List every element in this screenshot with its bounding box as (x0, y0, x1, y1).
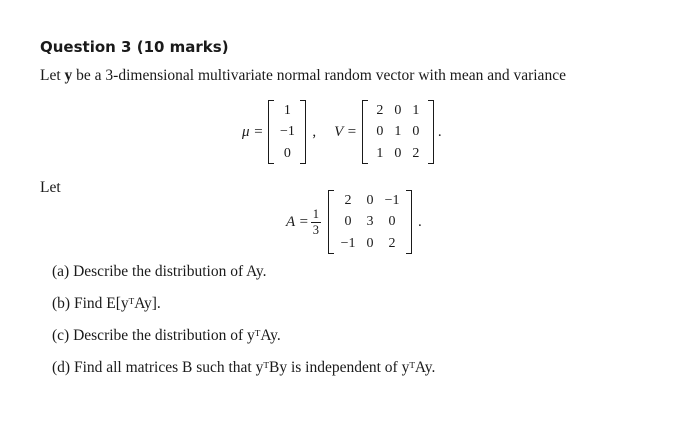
bracket-right (300, 100, 306, 164)
v-entry: 1 (376, 145, 384, 161)
intro-after: be a 3-dimensional multivariate normal random vector with mean and variance (72, 67, 566, 84)
intro-before: Let (40, 67, 65, 84)
question-heading: Question 3 (10 marks) (40, 38, 229, 56)
part-c: (c) Describe the distribution of yᵀAy. (52, 327, 281, 344)
a-entry: 0 (366, 235, 374, 251)
equation-period: . (418, 213, 422, 230)
a-entry: 0 (344, 214, 352, 230)
part-a: (a) Describe the distribution of Ay. (52, 263, 267, 280)
v-entry: 1 (394, 124, 402, 140)
bracket-right (406, 190, 412, 254)
bracket-right (428, 100, 434, 164)
v-entry: 2 (376, 103, 384, 119)
part-b: (b) Find E[yᵀAy]. (52, 295, 161, 312)
fraction-numerator: 1 (312, 206, 320, 221)
intro-text (40, 67, 566, 85)
v-entry: 0 (394, 103, 402, 119)
mu-vector (268, 100, 306, 164)
v-entry: 2 (412, 145, 420, 161)
v-entry: 0 (376, 124, 384, 140)
separator: , (312, 123, 317, 140)
a-entry: 0 (388, 214, 396, 230)
intro-var: y (64, 67, 73, 84)
fraction-denominator: 3 (312, 222, 320, 237)
mu-entry: 0 (283, 145, 291, 161)
a-entry: 3 (366, 214, 374, 230)
v-label: V = (334, 123, 357, 140)
a-label: A = (286, 213, 309, 230)
mean-variance-equation (242, 100, 442, 164)
a-matrix (328, 190, 412, 254)
a-entry: −1 (340, 235, 356, 251)
let-text: Let (40, 179, 61, 196)
v-entry: 1 (412, 103, 420, 119)
v-entry: 0 (394, 145, 402, 161)
v-matrix (362, 100, 434, 164)
a-entry: 0 (366, 193, 374, 209)
equation-period: . (437, 123, 442, 140)
a-entry: 2 (344, 193, 352, 209)
v-entry: 0 (412, 124, 420, 140)
mu-entry: 1 (283, 103, 291, 119)
a-entry: −1 (384, 193, 400, 209)
part-d: (d) Find all matrices B such that yᵀBy is independent of yᵀAy. (52, 359, 436, 376)
mu-label: μ = (242, 123, 264, 140)
a-entry: 2 (388, 235, 396, 251)
a-matrix-equation (286, 190, 422, 254)
mu-entry: −1 (279, 124, 295, 140)
fraction (311, 207, 321, 238)
